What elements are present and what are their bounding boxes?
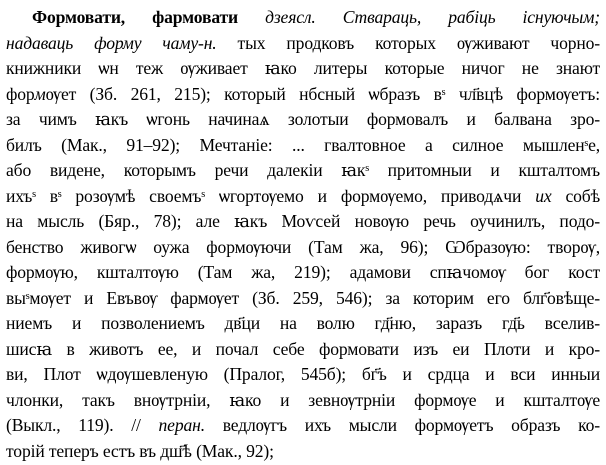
quotation-text: ѹет (Зб. 261, 215); который нбсный ѡбразъ вˢ чл҃вцѣ формѹетъ: — [45, 83, 600, 104]
quotation-text: (Выкл., 119). // — [6, 415, 141, 435]
quotation-text: собѣ — [551, 185, 600, 206]
italic-letter: м — [34, 83, 46, 104]
definition-text: надаваць форму чаму-н. — [6, 32, 217, 53]
quotation-text: ихъˢ вˢ розѹмѣ своемъˢ ѡгортѹемо и формѹемо, приводѧчи — [6, 185, 522, 206]
entry-line-5 — [6, 107, 600, 133]
quotation-text: тых продковъ которых ѹживают чорно- — [216, 32, 600, 53]
quotation-text: бенство живогѡ оужа формѹючи (Там жа, 96); Ѡбразѹю: творѹ, — [6, 236, 600, 257]
italic-word: их — [521, 185, 552, 206]
quotation-text: члонки, такъ внѹтрніи, ꙗко и зевнѹтрніи формѹе и кшталтѹе — [6, 389, 600, 410]
quotation-text: билъ (Мак., 91–92); Мечтаніе: ... гвалтовное а силное мышленˢе, — [6, 134, 600, 155]
quotation-text: за чимъ ꙗкъ ѡгонь начинаѧ золотыи формовалъ и балвана зро- — [6, 109, 600, 129]
quotation-text: ниемъ и позволениемъ дв҃ци на волю гд҃ню, заразъ гд҃ь вселив- — [6, 313, 600, 333]
usage-label: перан. — [140, 415, 205, 435]
entry-line-9 — [6, 209, 600, 235]
entry-line-10 — [6, 235, 600, 261]
entry-line-13 — [6, 311, 600, 337]
entry-line-17 — [6, 413, 600, 439]
entry-line-15 — [6, 362, 600, 388]
quotation-text: книжники ѡн теж ѹживает ꙗко литеры которые ничог не знают — [6, 58, 600, 78]
entry-line-4 — [6, 82, 600, 108]
quotation-text: на мысль (Бяр., 78); але ꙗкъ Моѵсей новѹю речь оучинилъ, подо- — [6, 211, 600, 231]
entry-line-14 — [6, 337, 600, 363]
quotation-text: ведлѹгъ ихъ мысли формѹетъ образъ ко- — [204, 415, 600, 435]
quotation-text: выˢмѹет и Евъвѹ фармѹет (Зб. 259, 546); за которим его блг҃овѣще- — [6, 287, 600, 308]
quotation-text: формѹю, кшталтѹю (Там жа, 219); адамови спꙗчомѹ бог кост — [6, 262, 600, 282]
entry-line-3 — [6, 56, 600, 82]
quotation-text: або видене, которымъ речи далекіи ꙗкˢ притомныи и кшталтомъ — [6, 160, 600, 180]
quotation-text: ви, Плот ѡдѹшевленую (Пралог, 545б); бг҃ъ и срдца и вси инныи — [6, 364, 600, 384]
quotation-text: торій теперъ естъ въ дш҃ѣ (Мак., 92); — [6, 440, 274, 461]
entry-line-11 — [6, 260, 600, 286]
quotation-text: шисꙗ в животъ ее, и почал себе формовати изъ еи Плоти и кро- — [6, 338, 600, 359]
entry-line-16 — [6, 388, 600, 414]
entry-line-1 — [6, 5, 600, 31]
entry-line-8 — [6, 184, 600, 210]
entry-line-2 — [6, 31, 600, 57]
quotation-text: фор — [6, 83, 35, 104]
entry-line-7 — [6, 158, 600, 184]
entry-line-12 — [6, 286, 600, 312]
entry-line-6 — [6, 133, 600, 159]
entry-line-18 — [6, 439, 600, 465]
definition-text: дзеясл. Ствараць, рабіць існуючым; — [238, 7, 600, 27]
headword: Формовати, фармовати — [32, 7, 238, 27]
